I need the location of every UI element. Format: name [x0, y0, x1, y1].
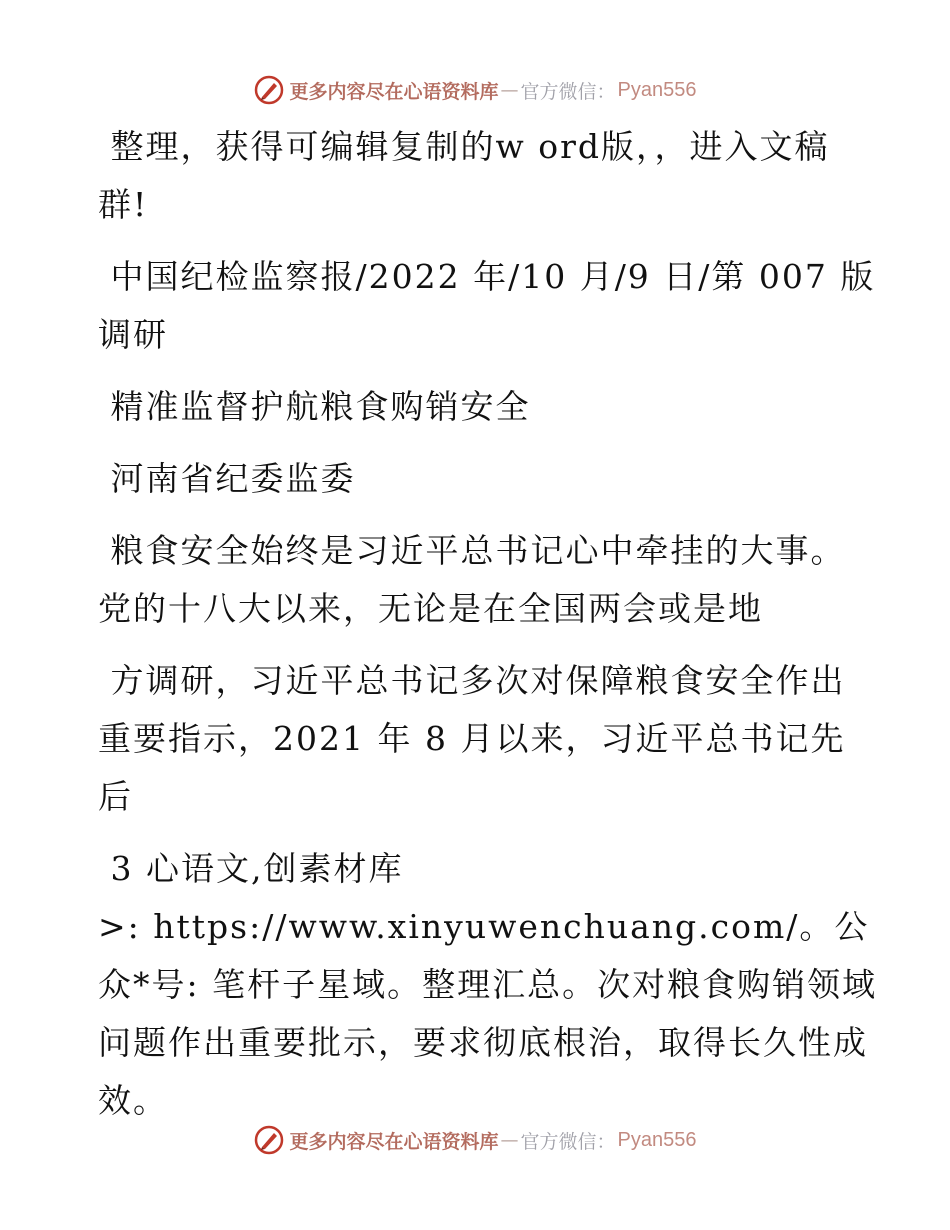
- pen-logo-icon: [254, 75, 284, 105]
- footer-wechat-label: 官方微信：: [520, 1130, 616, 1153]
- footer-slogan: 更多内容尽在心语资料库: [289, 1130, 499, 1153]
- footer-separator: —: [500, 1129, 519, 1151]
- footer-wechat-handle: Pyan556: [617, 1128, 697, 1151]
- paragraph-watermark-line: 3 心语文,创素材库: [98, 849, 404, 888]
- paragraph-body-2: 方调研，习近平总书记多次对保障粮食安全作出重要指示，2021 年 8 月以来，习近平总书记先后: [98, 661, 846, 816]
- header-slogan: 更多内容尽在心语资料库: [289, 80, 499, 103]
- article-title: 精准监督护航粮食购销安全: [98, 387, 531, 426]
- pen-logo-icon: [254, 1125, 284, 1155]
- header-wechat-handle: Pyan556: [617, 78, 697, 101]
- footer-banner: [0, 1120, 950, 1160]
- header-wechat-label: 官方微信：: [520, 80, 616, 103]
- paragraph-source: 中国纪检监察报/2022 年/10 月/9 日/第 007 版调研: [98, 257, 876, 354]
- article-author: 河南省纪委监委: [98, 459, 356, 498]
- paragraph-body-1: 粮食安全始终是习近平总书记心中牵挂的大事。党的十八大以来，无论是在全国两会或是地: [98, 531, 846, 628]
- paragraph-intro: 整理，获得可编辑复制的w ord版，，进入文稿群!: [98, 127, 830, 224]
- header-separator: —: [500, 79, 519, 101]
- document-body: [98, 118, 878, 1144]
- paragraph-body-3: >: https://www.xinyuwenchuang.com/。公众*号: 笔杆子星域。整理汇总。次对粮食购销领域问题作出重要批示，要求彻底根治，取得长久性成效。: [98, 907, 878, 1120]
- header-banner: [0, 70, 950, 110]
